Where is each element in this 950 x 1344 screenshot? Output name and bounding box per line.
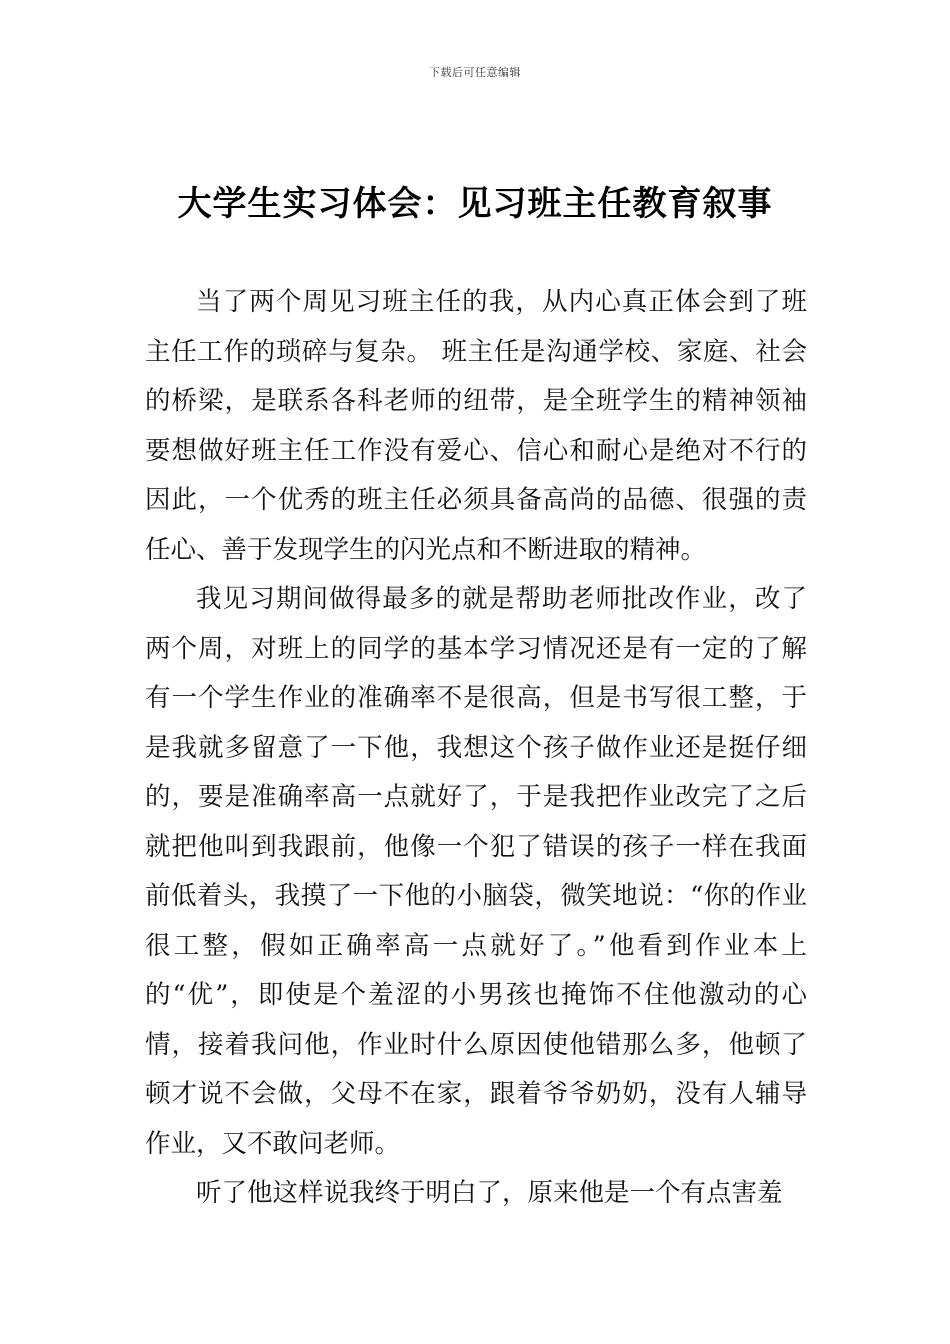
header-note: 下载后可任意编辑 [429, 66, 521, 79]
document-body [145, 278, 807, 1219]
paragraph-2: 我见习期间做得最多的就是帮助老师批改作业，改了两个周，对班上的同学的基本学习情况还是有一定的了解有一个学生作业的准确率不是很高，但是书写很工整，于是我就多留意了一下他，我想这个孩子做作业还是挺仔细的，要是准确率高一点就好了，于是我把作业改完了之后就把他叫到我跟前，他像一个犯了错误的孩子一样在我面前低着头，我摸了一下他的小脑袋，微笑地说：“你的作业很工整，假如正确率高一点就好了。”他看到作业本上的“优”，即使是个羞涩的小男孩也掩饰不住他激动的心情，接着我问他，作业时什么原因使他错那么多，他顿了顿才说不会做，父母不在家，跟着爷爷奶奶，没有人辅导作业，又不敢问老师。 [145, 584, 807, 1159]
paragraph-3: 听了他这样说我终于明白了，原来他是一个有点害羞 [196, 1178, 783, 1208]
document-title: 大学生实习体会：见习班主任教育叙事 [177, 184, 773, 224]
paragraph-1: 当了两个周见习班主任的我，从内心真正体会到了班主任工作的琐碎与复杂。 班主任是沟通学校、家庭、社会的桥梁，是联系各科老师的纽带，是全班学生的精神领袖要想做好班主任工作没有爱心、信心和耐心是绝对不行的因此，一个优秀的班主任必须具备高尚的品德、很强的责任心、善于发现学生的闪光点和不断进取的精神。 [145, 287, 807, 565]
